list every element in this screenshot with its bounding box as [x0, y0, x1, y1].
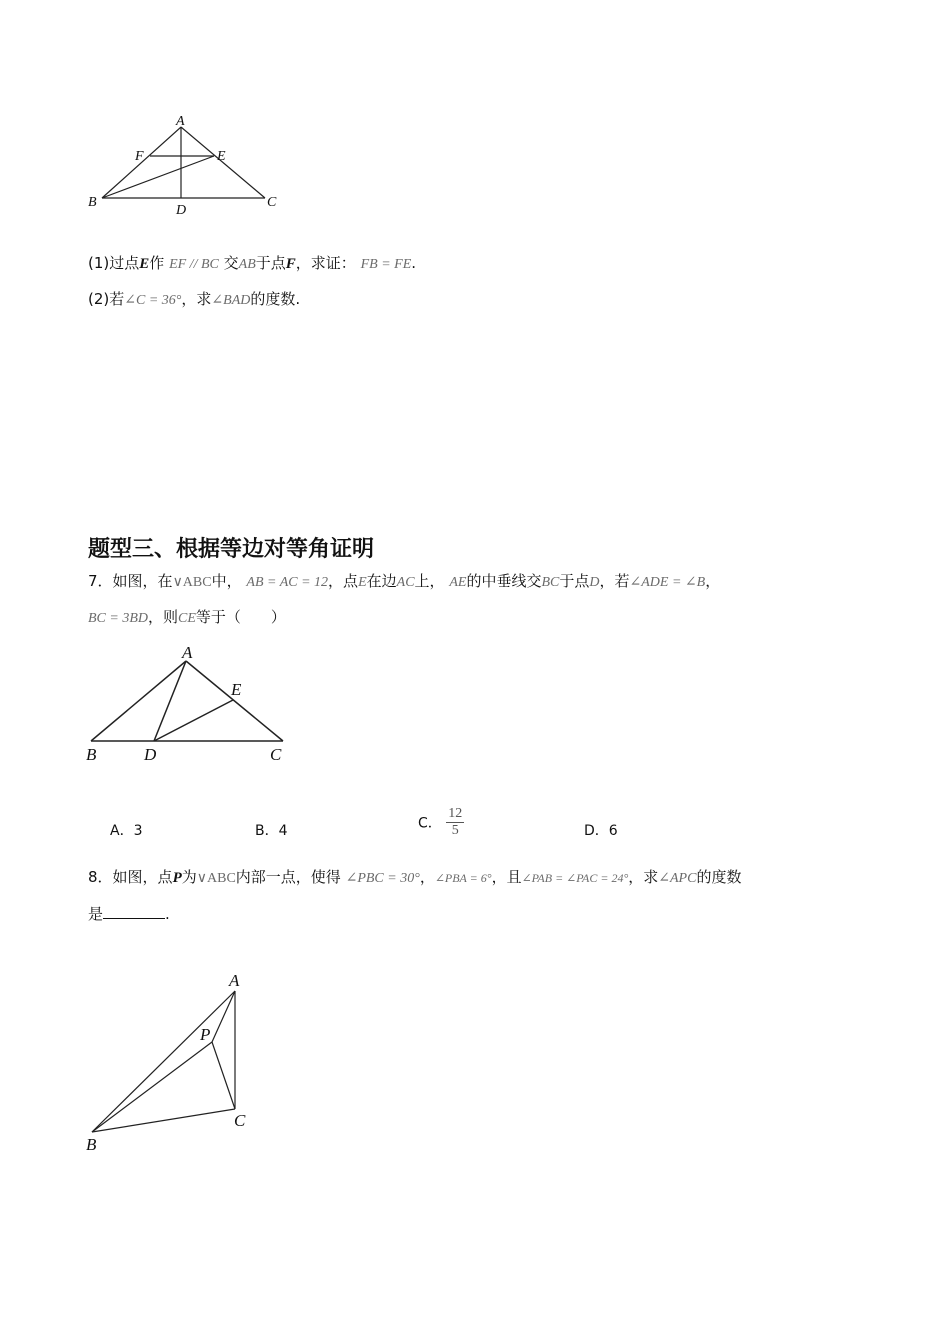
figure-q8-triangle — [80, 960, 280, 1160]
question-number: 8． — [88, 868, 113, 886]
text-segment: 的度数. — [250, 290, 301, 308]
label-a: A — [176, 114, 185, 129]
text-segment: . — [165, 905, 170, 923]
q6-part2 — [88, 288, 300, 312]
label-b: B — [86, 745, 97, 764]
math-expression: BC — [541, 575, 560, 590]
text-segment: 上， — [414, 572, 445, 590]
label-e: E — [217, 149, 226, 164]
label-d: D — [144, 745, 157, 764]
math-expression: AC — [396, 575, 415, 590]
text-segment: 如图，在 — [112, 572, 173, 590]
text-segment: 作 — [149, 254, 165, 272]
text-segment: 的度数 — [696, 868, 742, 886]
math-expression: AE — [449, 575, 467, 590]
label-b: B — [86, 1135, 97, 1154]
label-a: A — [229, 971, 240, 990]
text-segment: 内部一点，使得 — [235, 868, 341, 886]
math-expression: ∨ABC — [196, 871, 236, 886]
math-angle-c: ∠C = 36° — [124, 293, 182, 308]
text-segment: 是 — [88, 905, 104, 923]
text-segment: 中， — [211, 572, 242, 590]
text-segment: . — [411, 254, 417, 272]
text-segment: 于点 — [559, 572, 590, 590]
text-segment: ，点 — [328, 572, 359, 590]
text-segment: 若 — [109, 290, 125, 308]
fraction-12-over-5 — [446, 806, 464, 839]
question-7-line1 — [88, 570, 720, 594]
option-a[interactable]: A．3 — [110, 823, 143, 839]
text-segment: ，求 — [181, 290, 212, 308]
math-expression: ∠ADE = ∠B — [629, 575, 706, 590]
answer-blank[interactable] — [103, 904, 165, 919]
text-segment: 为 — [181, 868, 197, 886]
math-expression: AB — [238, 257, 256, 272]
text-segment: 的中垂线交 — [466, 572, 542, 590]
text-segment: ， — [419, 868, 435, 886]
label-c: C — [267, 195, 277, 210]
label-a: A — [182, 643, 193, 662]
text-segment: 等于（ ） — [195, 608, 286, 626]
text-segment: ，若 — [599, 572, 630, 590]
label-e: E — [231, 680, 242, 699]
math-expression: ∠APC — [658, 871, 697, 886]
math-expression: E — [358, 575, 367, 590]
label-f: F — [135, 149, 144, 164]
figure-triangle-abc-1 — [80, 110, 290, 220]
text-segment: 5 — [451, 823, 459, 838]
q6-part1 — [88, 252, 416, 276]
question-8-line2 — [88, 903, 170, 925]
text-segment: 12 — [448, 806, 463, 821]
section-title: 题型三、根据等边对等角证明 — [88, 537, 375, 562]
math-expression: ∠PBC = 30° — [345, 871, 420, 886]
math-ef-parallel-bc: EF // BC — [169, 257, 219, 272]
math-expression: BC = 3BD — [88, 611, 148, 626]
label-b: B — [88, 195, 97, 210]
math-expression: AB = AC = 12 — [246, 575, 329, 590]
question-7-line2 — [88, 606, 286, 630]
math-expression: ∠PAB = ∠PAC = 24° — [521, 871, 629, 885]
math-angle-bad: ∠BAD — [211, 293, 251, 308]
question-8-line1 — [88, 866, 741, 890]
math-expression: ∠PBA = 6° — [434, 871, 492, 885]
math-expression: CE — [178, 611, 196, 626]
text-segment: 交 — [223, 254, 239, 272]
text-segment: ，且 — [491, 868, 522, 886]
text-segment: ，求 — [628, 868, 659, 886]
math-expression: D — [589, 575, 600, 590]
text-segment: ，求证： — [295, 254, 356, 272]
label-d: D — [176, 203, 187, 218]
text-segment: 于点 — [255, 254, 286, 272]
part-number: (1) — [88, 254, 110, 272]
text-segment: E — [139, 256, 150, 272]
text-segment: 过点 — [109, 254, 140, 272]
math-expression: ∨ABC — [172, 575, 212, 590]
option-d[interactable]: D．6 — [584, 823, 618, 839]
text-segment: 如图，点 — [112, 868, 173, 886]
text-segment: C． — [418, 815, 442, 832]
option-c[interactable] — [418, 806, 464, 839]
figure-q7-triangle — [80, 640, 300, 770]
text-segment: ，则 — [148, 608, 179, 626]
text-segment: 在边 — [366, 572, 397, 590]
label-p: P — [200, 1025, 211, 1044]
text-segment: P — [172, 870, 182, 886]
label-c: C — [270, 745, 282, 764]
option-b[interactable]: B．4 — [255, 823, 288, 839]
text-segment: F — [285, 256, 296, 272]
part-number: (2) — [88, 290, 110, 308]
label-c: C — [234, 1111, 246, 1130]
math-fb-eq-fe: FB = FE — [360, 257, 412, 272]
text-segment: ， — [705, 572, 721, 590]
question-number: 7． — [88, 572, 113, 590]
